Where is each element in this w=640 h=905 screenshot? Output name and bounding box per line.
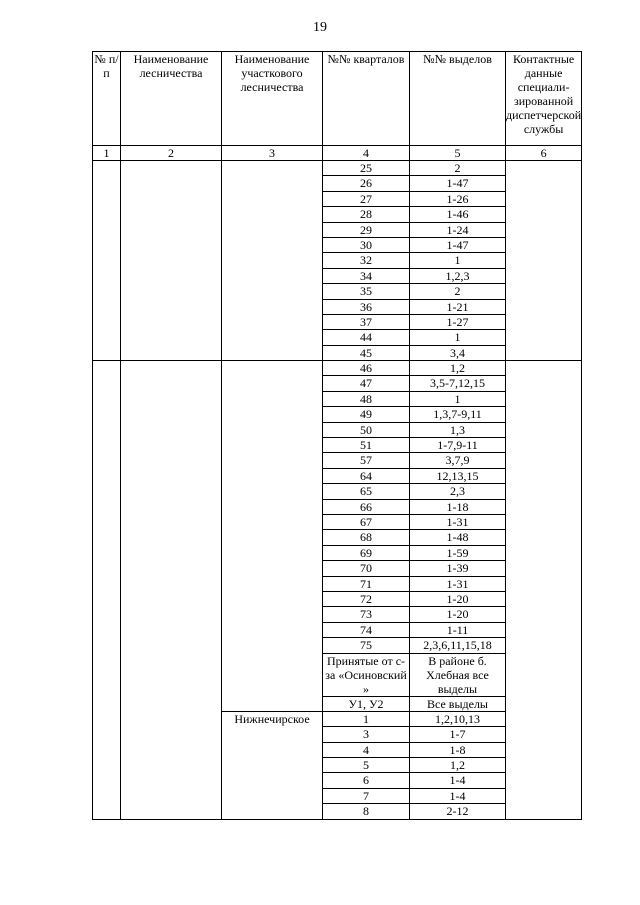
plot-cell: 1 (410, 391, 506, 406)
district-cell (222, 361, 323, 712)
quarter-cell: 73 (323, 607, 410, 622)
number-cell (93, 161, 121, 361)
plot-cell: 1-46 (410, 207, 506, 222)
plot-cell: 1-31 (410, 576, 506, 591)
district-name: Нижнечирское (222, 711, 323, 819)
plot-cell: 1-47 (410, 237, 506, 252)
column-number: 5 (410, 146, 506, 161)
contact-cell (506, 161, 582, 361)
column-number: 1 (93, 146, 121, 161)
quarter-cell: 57 (323, 453, 410, 468)
quarter-cell: 25 (323, 161, 410, 176)
quarter-cell: 68 (323, 530, 410, 545)
quarter-cell: У1, У2 (323, 696, 410, 711)
plot-cell: 2-12 (410, 804, 506, 819)
quarter-cell: 36 (323, 299, 410, 314)
header-forestry: Наименование лесничества (121, 52, 222, 146)
plot-cell: 2 (410, 161, 506, 176)
plot-cell: 1-20 (410, 607, 506, 622)
quarter-cell: 29 (323, 222, 410, 237)
plot-cell: 3,4 (410, 345, 506, 360)
header-quarters: №№ кварталов (323, 52, 410, 146)
column-number: 3 (222, 146, 323, 161)
plot-cell: 1-26 (410, 191, 506, 206)
plot-cell: 1,2 (410, 361, 506, 376)
quarter-cell: 75 (323, 638, 410, 653)
number-cell (93, 361, 121, 820)
contact-cell (506, 361, 582, 820)
table-row (93, 161, 582, 176)
quarter-cell: 30 (323, 237, 410, 252)
quarter-cell: 28 (323, 207, 410, 222)
plot-cell: 1-4 (410, 773, 506, 788)
plot-cell: 1-7,9-11 (410, 438, 506, 453)
quarter-cell: 7 (323, 788, 410, 803)
plot-cell: 1-59 (410, 545, 506, 560)
quarter-cell: 37 (323, 314, 410, 329)
plot-cell: 1-20 (410, 591, 506, 606)
plot-cell: 1 (410, 253, 506, 268)
plot-cell: 1-21 (410, 299, 506, 314)
column-number: 4 (323, 146, 410, 161)
quarter-cell: 46 (323, 361, 410, 376)
quarter-cell: 27 (323, 191, 410, 206)
plot-cell: 1,3 (410, 422, 506, 437)
forestry-cell (121, 161, 222, 361)
quarter-cell: 74 (323, 622, 410, 637)
header-plots: №№ выделов (410, 52, 506, 146)
plot-cell: 12,13,15 (410, 468, 506, 483)
column-number: 2 (121, 146, 222, 161)
plot-cell: 1-39 (410, 561, 506, 576)
quarter-cell: 26 (323, 176, 410, 191)
quarter-cell: 8 (323, 804, 410, 819)
quarter-cell: 48 (323, 391, 410, 406)
quarter-cell: 71 (323, 576, 410, 591)
plot-cell: 1-31 (410, 514, 506, 529)
quarter-cell: 49 (323, 407, 410, 422)
plot-cell: 1-8 (410, 742, 506, 757)
plot-cell: 1-11 (410, 622, 506, 637)
quarter-cell: 70 (323, 561, 410, 576)
plot-cell: 1 (410, 330, 506, 345)
plot-cell: 3,7,9 (410, 453, 506, 468)
plot-cell: 1-48 (410, 530, 506, 545)
plot-cell: 1-24 (410, 222, 506, 237)
quarter-cell: 35 (323, 284, 410, 299)
forestry-table (92, 51, 582, 820)
quarter-cell: 1 (323, 711, 410, 726)
plot-cell: 1-47 (410, 176, 506, 191)
plot-cell: 2 (410, 284, 506, 299)
quarter-cell: 34 (323, 268, 410, 283)
plot-cell: 1,2,10,13 (410, 711, 506, 726)
quarter-cell: Принятые от с-за «Осиновский » (323, 653, 410, 696)
quarter-cell: 45 (323, 345, 410, 360)
plot-cell: В районе б. Хлебная все выделы (410, 653, 506, 696)
district-cell (222, 161, 323, 361)
plot-cell: 1-4 (410, 788, 506, 803)
page-number: 19 (313, 20, 327, 35)
plot-cell: 3,5-7,12,15 (410, 376, 506, 391)
quarter-cell: 66 (323, 499, 410, 514)
plot-cell: 1,2 (410, 758, 506, 773)
quarter-cell: 44 (323, 330, 410, 345)
quarter-cell: 5 (323, 758, 410, 773)
quarter-cell: 6 (323, 773, 410, 788)
table-row (93, 361, 582, 376)
header-contacts: Контактные данные специали-зированной диспетчерской службы (506, 52, 582, 146)
plot-cell: Все выделы (410, 696, 506, 711)
quarter-cell: 69 (323, 545, 410, 560)
quarter-cell: 51 (323, 438, 410, 453)
quarter-cell: 47 (323, 376, 410, 391)
quarter-cell: 65 (323, 484, 410, 499)
plot-cell: 1,2,3 (410, 268, 506, 283)
column-number: 6 (506, 146, 582, 161)
plot-cell: 1-27 (410, 314, 506, 329)
plot-cell: 1,3,7-9,11 (410, 407, 506, 422)
header-district-forestry: Наименование участкового лесничества (222, 52, 323, 146)
plot-cell: 2,3,6,11,15,18 (410, 638, 506, 653)
header-number: № п/п (93, 52, 121, 146)
quarter-cell: 50 (323, 422, 410, 437)
plot-cell: 1-18 (410, 499, 506, 514)
quarter-cell: 32 (323, 253, 410, 268)
plot-cell: 2,3 (410, 484, 506, 499)
quarter-cell: 72 (323, 591, 410, 606)
quarter-cell: 4 (323, 742, 410, 757)
quarter-cell: 67 (323, 514, 410, 529)
quarter-cell: 3 (323, 727, 410, 742)
forestry-cell (121, 361, 222, 820)
quarter-cell: 64 (323, 468, 410, 483)
plot-cell: 1-7 (410, 727, 506, 742)
